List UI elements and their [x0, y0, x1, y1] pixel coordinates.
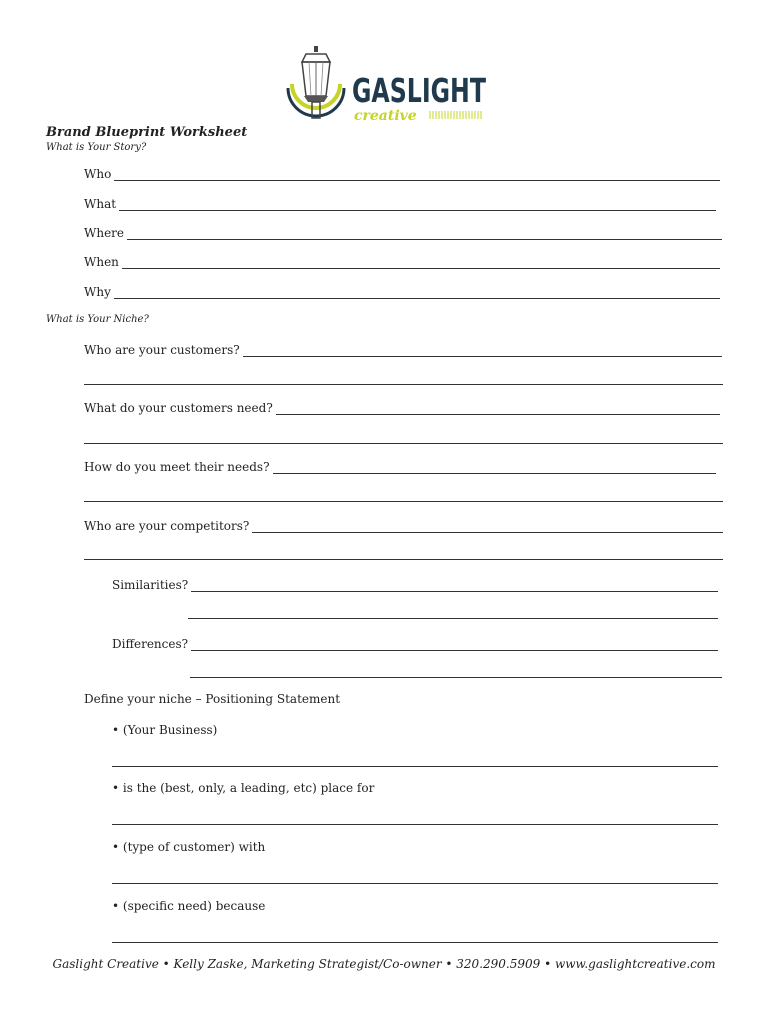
meet-needs-field[interactable]	[84, 458, 716, 474]
similarities-line-2[interactable]	[188, 618, 718, 619]
competitors-label: Who are your competitors?	[84, 519, 250, 533]
where-field[interactable]	[84, 224, 722, 240]
differences-line-2[interactable]	[190, 677, 722, 678]
similarities-line[interactable]	[191, 581, 718, 592]
specific-need-label: • (specific need) because	[112, 899, 266, 913]
meet-needs-line[interactable]	[273, 463, 716, 474]
differences-field[interactable]	[112, 635, 718, 651]
when-label: When	[84, 255, 119, 269]
best-place-line[interactable]	[112, 824, 718, 825]
where-line[interactable]	[127, 229, 722, 240]
needs-line-2[interactable]	[84, 443, 723, 444]
worksheet-title: Brand Blueprint Worksheet	[46, 125, 248, 140]
competitors-line[interactable]	[252, 522, 723, 533]
customers-label: Who are your customers?	[84, 343, 240, 357]
when-line[interactable]	[122, 258, 720, 269]
gaslight-logo	[284, 44, 490, 128]
niche-heading: What is Your Niche?	[46, 314, 149, 325]
similarities-field[interactable]	[112, 576, 718, 592]
your-business-line[interactable]	[112, 766, 718, 767]
needs-field[interactable]	[84, 399, 720, 415]
where-label: Where	[84, 226, 125, 240]
needs-label: What do your customers need?	[84, 401, 273, 415]
positioning-heading: Define your niche – Positioning Statement	[84, 692, 341, 706]
best-place-label: • is the (best, only, a leading, etc) place for	[112, 781, 375, 795]
meet-needs-label: How do you meet their needs?	[84, 460, 270, 474]
differences-label: Differences?	[112, 637, 189, 651]
customers-line-2[interactable]	[84, 384, 723, 385]
who-label: Who	[84, 167, 112, 181]
competitors-line-2[interactable]	[84, 559, 723, 560]
story-heading: What is Your Story?	[46, 142, 147, 153]
why-field[interactable]	[84, 283, 720, 299]
logo-stripes	[430, 111, 481, 119]
meet-needs-line-2[interactable]	[84, 501, 723, 502]
customers-field[interactable]	[84, 341, 722, 357]
what-label: What	[84, 197, 117, 211]
customers-line[interactable]	[243, 346, 722, 357]
who-field[interactable]	[84, 165, 720, 181]
what-field[interactable]	[84, 195, 716, 211]
why-label: Why	[84, 285, 111, 299]
logo-tagline: creative	[354, 108, 417, 124]
specific-need-line[interactable]	[112, 942, 718, 943]
needs-line[interactable]	[276, 404, 720, 415]
competitors-field[interactable]	[84, 517, 723, 533]
your-business-label: • (Your Business)	[112, 723, 218, 737]
customer-type-line[interactable]	[112, 883, 718, 884]
similarities-label: Similarities?	[112, 578, 189, 592]
what-line[interactable]	[119, 200, 716, 211]
why-line[interactable]	[114, 288, 720, 299]
logo-wordmark: GASLIGHT	[352, 71, 487, 110]
when-field[interactable]	[84, 253, 720, 269]
customer-type-label: • (type of customer) with	[112, 840, 266, 854]
who-line[interactable]	[114, 170, 720, 181]
differences-line[interactable]	[191, 640, 718, 651]
gas-lamp-icon	[288, 46, 344, 118]
footer-contact: Gaslight Creative • Kelly Zaske, Marketing Strategist/Co-owner • 320.290.5909 • www.gaslightcreative.com	[52, 957, 716, 971]
